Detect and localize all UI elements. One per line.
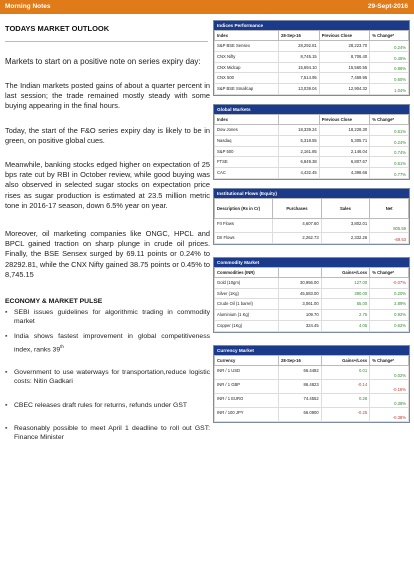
table-row [215, 51, 409, 62]
table-row [215, 135, 409, 146]
cell: 5,318.55 [279, 135, 320, 146]
column-header: Sales [321, 198, 370, 218]
cell: 1.04% [370, 84, 409, 95]
table-row [215, 310, 409, 321]
cell: 4,607.60 [273, 218, 322, 232]
cell: 324.45 [279, 320, 322, 331]
cell: 66.4482 [279, 365, 322, 379]
cell: 390.00 [321, 288, 370, 299]
economy-heading: ECONOMY & MARKET PULSE [5, 298, 103, 306]
cell: Silver (1Kg) [215, 288, 279, 299]
cell: -0.14 [321, 379, 370, 393]
cell: Aluminium (1 Kg) [215, 310, 279, 321]
cell: 30,956.00 [279, 277, 322, 288]
table-header-row [215, 267, 409, 277]
column-header: Net [370, 198, 409, 218]
cell: 0.86% [370, 62, 409, 73]
left-column [5, 20, 210, 442]
cell: 0.60% [370, 73, 409, 84]
table-row [215, 299, 409, 310]
list-item: ▪ CBEC releases draft rules for returns, refunds under GST [5, 401, 210, 410]
global-table [214, 114, 409, 179]
divider [5, 41, 208, 42]
column-header: Previous Close [319, 114, 369, 124]
cell: 3,061.00 [279, 299, 322, 310]
cell: Copper (1Kg) [215, 320, 279, 331]
column-header: Index [215, 114, 279, 124]
table-row [215, 124, 409, 135]
column-header [279, 267, 322, 277]
table-row [215, 62, 409, 73]
column-header: % Change* [370, 355, 409, 365]
cell: 0.74% [370, 146, 409, 157]
cell: 0.02% [370, 365, 409, 379]
economy-list [5, 308, 210, 442]
cell: Crude Oil (1 barrel) [215, 299, 279, 310]
cell: CNX Nifty [215, 51, 279, 62]
cell: INR / 100 JPY [215, 407, 279, 421]
cell: 6,849.38 [279, 157, 320, 168]
cell: 0.38% [370, 393, 409, 407]
cell: -0.25 [321, 407, 370, 421]
table-row [215, 393, 409, 407]
cell: FTSE [215, 157, 279, 168]
cell: INR / 1 USD [215, 365, 279, 379]
global-title: Global Markets [214, 105, 409, 114]
cell: -0.38% [370, 407, 409, 421]
commodity-panel [213, 257, 410, 333]
cell: -0.07% [370, 277, 409, 288]
cell: 18,228.30 [319, 124, 369, 135]
outlook-intro: Markets to start on a positive note on series expiry day: [5, 57, 201, 66]
cell: 2,262.73 [273, 232, 322, 243]
column-header: Gains+/Loss [321, 267, 370, 277]
column-header: Gains+/Loss [321, 355, 370, 365]
cell: 0.61% [370, 157, 409, 168]
cell: 4,432.45 [279, 168, 320, 179]
cell: CNX 500 [215, 73, 279, 84]
cell: 4,398.66 [319, 168, 369, 179]
right-column [213, 20, 410, 431]
cell: 15,560.55 [319, 62, 369, 73]
header-bar [0, 0, 414, 14]
cell: 3,802.01 [321, 218, 370, 232]
cell: 0.01 [321, 365, 370, 379]
cell: 109.70 [279, 310, 322, 321]
cell: 6,807.67 [319, 157, 369, 168]
cell: 12,904.32 [319, 84, 369, 95]
table-row [215, 41, 409, 52]
cell: S&P BSE Smallcap [215, 84, 279, 95]
cell: 28,292.81 [279, 41, 320, 52]
commodity-title: Commodity Market [214, 258, 409, 267]
column-header: Index [215, 31, 279, 41]
outlook-para-5: Moreover, oil marketing companies like ONGC, HPCL and BPCL gained traction on sharp plunge in crude oil prices. Finally, the BSE Sensex surged by 69.11 points or 0.24% to 28292.81, while the CNX Nifty gained 38.75 points or 0.45% to 8,745.15 [5, 229, 211, 279]
cell: 2.89% [370, 299, 409, 310]
cell: 0.20% [370, 288, 409, 299]
cell: 0.61% [370, 124, 409, 135]
cell: 2,332.26 [321, 232, 370, 243]
cell: 2,146.04 [319, 146, 369, 157]
table-row [215, 157, 409, 168]
table-row [215, 320, 409, 331]
list-item: ▪ Reasonably possible to meet April 1 deadline to roll out GST: Finance Minister [5, 424, 210, 442]
cell: 55.00 [321, 299, 370, 310]
table-row [215, 379, 409, 393]
column-header: % Change* [370, 267, 409, 277]
list-item: ▪ Government to use waterways for transportation,reduce logistic costs: Nitin Gadkari [5, 368, 210, 386]
table-header-row [215, 198, 409, 218]
cell: 0.24% [370, 135, 409, 146]
table-row [215, 84, 409, 95]
cell: 4.05 [321, 320, 370, 331]
cell: 5,305.71 [319, 135, 369, 146]
indices-panel [213, 20, 410, 96]
cell: 2.75 [321, 310, 370, 321]
cell: S&P BSE Sensex [215, 41, 279, 52]
list-item: ▪ SEBI issues guidelines for algorithmic trading in commodity market [5, 308, 210, 326]
cell: 8,745.15 [279, 51, 320, 62]
column-header: Commodities (INR) [215, 267, 279, 277]
cell: 74.4552 [279, 393, 322, 407]
cell: INR / 1 EURO [215, 393, 279, 407]
column-header: Currency [215, 355, 279, 365]
cell: 7,514.95 [279, 73, 320, 84]
currency-panel [213, 345, 410, 423]
cell: 86.4823 [279, 379, 322, 393]
cell: INR / 1 GBP [215, 379, 279, 393]
cell: DII Flows [215, 232, 273, 243]
column-header: Description (Rs in Cr) [215, 198, 273, 218]
currency-title: Currency Market [214, 346, 409, 355]
cell: 66.0900 [279, 407, 322, 421]
indices-table [214, 30, 409, 95]
table-row [215, 146, 409, 157]
commodity-table [214, 267, 409, 332]
table-row [215, 288, 409, 299]
currency-table [214, 355, 409, 422]
table-row [215, 73, 409, 84]
outlook-para-2: The Indian markets posted gains of about a quarter percent in last session; the trade remained mostly steady with some buying appearing in the final hours. [5, 81, 210, 111]
column-header: 28-Sep-16 [279, 31, 320, 41]
cell: 28,223.70 [319, 41, 369, 52]
global-panel [213, 104, 410, 180]
cell: 0.92% [370, 310, 409, 321]
list-item: ▪ India shows fastest improvement in global competitiveness index, ranks 39th [5, 332, 210, 354]
table-row [215, 218, 409, 232]
column-header: % Change* [370, 31, 409, 41]
cell: CNX Midcap [215, 62, 279, 73]
outlook-para-3: Today, the start of the F&O series expiry day is likely to be in green, on positive global cues. [5, 125, 210, 145]
cell: 127.00 [321, 277, 370, 288]
flows-panel [213, 188, 410, 245]
table-row [215, 168, 409, 179]
cell: Gold (10gm) [215, 277, 279, 288]
column-header: 28-Sep-16 [279, 355, 322, 365]
cell: 0.45% [370, 51, 409, 62]
cell: Dow Jones [215, 124, 279, 135]
column-header [279, 114, 320, 124]
cell: 7,469.95 [319, 73, 369, 84]
table-header-row [215, 355, 409, 365]
column-header: Previous Close [319, 31, 369, 41]
table-row [215, 407, 409, 421]
outlook-heading: TODAYS MARKET OUTLOOK [5, 24, 110, 33]
table-header-row [215, 114, 409, 124]
table-header-row [215, 31, 409, 41]
flows-table [214, 198, 409, 244]
cell: 18,339.24 [279, 124, 320, 135]
cell: 0.77% [370, 168, 409, 179]
column-header: Purchases [273, 198, 322, 218]
cell: 13,039.04 [279, 84, 320, 95]
outlook-para-4: Meanwhile, banking stocks edged higher on expectation of 25 bps rate cut by RBI in October review, while good buying was also observed in selected sugar stocks on expectation price rises as sugar production is estimated at 23.5 million metric tone in 2016-17 season, down 6.5% year on year. [5, 160, 210, 210]
header-date: 29-Sept-2016 [367, 3, 408, 10]
cell: 0.24% [370, 41, 409, 52]
indices-title: Indices Performance [214, 21, 409, 30]
header-title: Morning Notes [5, 3, 51, 10]
cell: 8,706.40 [319, 51, 369, 62]
cell: 15,694.10 [279, 62, 320, 73]
column-header: % Change* [370, 114, 409, 124]
cell: 0.62% [370, 320, 409, 331]
cell: 2,161.85 [279, 146, 320, 157]
cell: 805.59 [370, 218, 409, 232]
cell: -0.16% [370, 379, 409, 393]
cell: -69.53 [370, 232, 409, 243]
cell: FII Flows [215, 218, 273, 232]
table-row [215, 232, 409, 243]
flows-title: Institutional Flows (Equity) [214, 189, 409, 198]
cell: 45,583.00 [279, 288, 322, 299]
table-row [215, 365, 409, 379]
cell: CAC [215, 168, 279, 179]
table-row [215, 277, 409, 288]
cell: Nasdaq [215, 135, 279, 146]
cell: S&P 500 [215, 146, 279, 157]
cell: 0.28 [321, 393, 370, 407]
